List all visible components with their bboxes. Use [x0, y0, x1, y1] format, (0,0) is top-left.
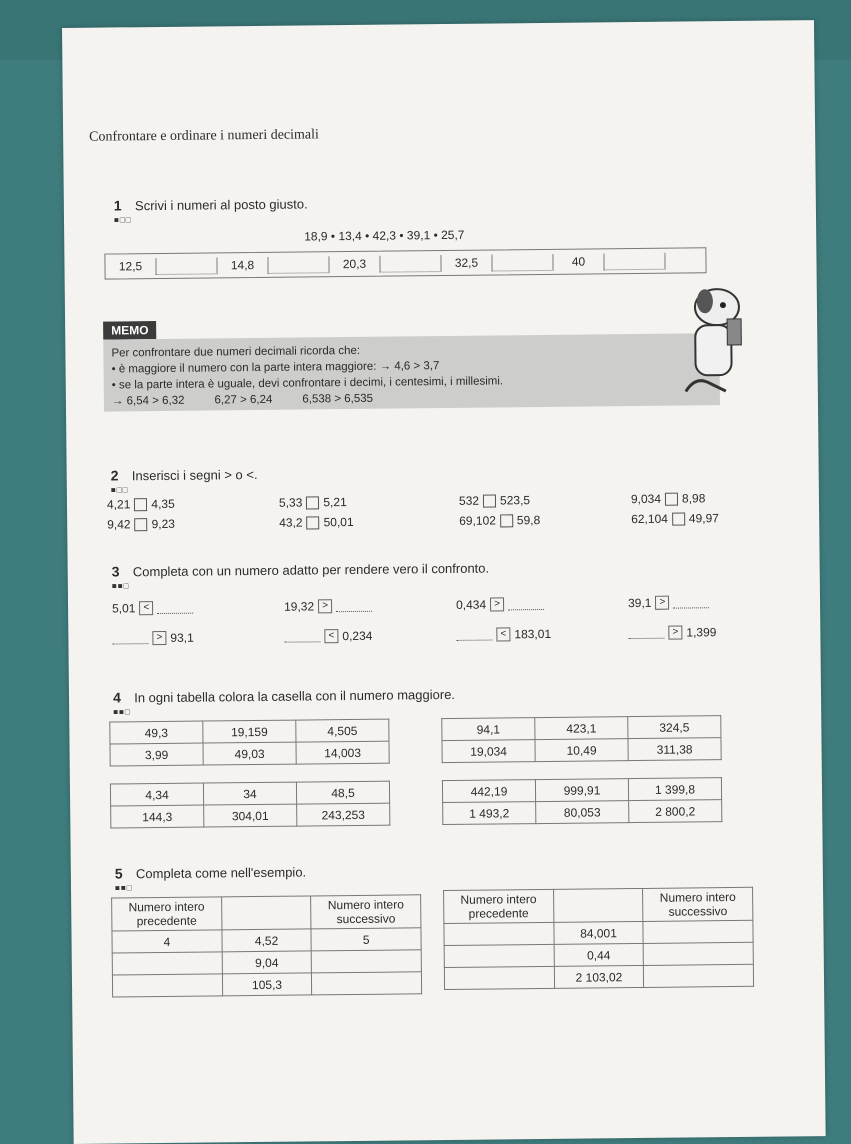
table-cell[interactable]: 324,5 — [628, 716, 721, 739]
table-cell[interactable] — [444, 922, 554, 945]
number: 5,01 — [112, 601, 136, 616]
answer-box[interactable] — [500, 514, 513, 527]
table-cell[interactable] — [643, 942, 753, 965]
answer-blank[interactable] — [673, 597, 709, 608]
memo-line: • è maggiore il numero con la parte intera maggiore: → 4,6 > 3,7 — [111, 360, 440, 376]
table-cell[interactable]: 442,19 — [442, 780, 535, 803]
comparison-sign: > — [655, 596, 669, 610]
answer-box[interactable] — [134, 518, 147, 531]
number: 1,399 — [686, 625, 717, 640]
comparison-sign: > — [668, 626, 682, 640]
exercise-number: 4 — [112, 689, 121, 706]
worksheet-page — [62, 20, 826, 1144]
exercise-title: Scrivi i numeri al posto giusto. — [134, 196, 308, 214]
exercise-5-header — [115, 863, 307, 892]
blank-slot[interactable] — [379, 255, 441, 273]
table-cell[interactable] — [444, 966, 554, 989]
table-cell[interactable]: 49,3 — [110, 721, 203, 744]
table-cell[interactable] — [643, 920, 753, 943]
number: 8,98 — [681, 491, 706, 506]
table-cell[interactable]: 2 800,2 — [629, 800, 722, 823]
number: 4,35 — [151, 496, 175, 512]
answer-blank[interactable] — [336, 600, 372, 611]
answer-box[interactable] — [134, 498, 147, 511]
table-cell[interactable]: 94,1 — [442, 718, 535, 741]
memo-example: 6,538 > 6,535 — [302, 392, 374, 406]
exercise-2-header — [111, 466, 258, 495]
number-table — [110, 781, 390, 829]
number: 49,97 — [688, 511, 719, 526]
number: 523,5 — [499, 493, 531, 508]
exercise-title: Inserisci i segni > o <. — [131, 466, 258, 484]
number: 9,034 — [630, 491, 662, 507]
table-cell[interactable]: 304,01 — [204, 804, 297, 827]
exercise-number: 3 — [111, 563, 120, 580]
answer-box[interactable] — [665, 492, 678, 505]
number: 39,1 — [627, 595, 652, 611]
difficulty-dots: ■□□ — [113, 215, 132, 225]
table-cell[interactable]: 4,505 — [296, 719, 389, 742]
number-line-box — [104, 247, 706, 279]
table-cell[interactable]: 34 — [203, 782, 296, 805]
fixed-number: 40 — [571, 254, 586, 269]
number-sequence: 18,9 • 13,4 • 42,3 • 39,1 • 25,7 — [304, 227, 465, 244]
table-cell[interactable]: 243,253 — [297, 803, 390, 826]
blank-slot[interactable] — [603, 252, 665, 270]
number: 532 — [458, 493, 480, 508]
table-cell[interactable]: 48,5 — [296, 781, 389, 804]
exercise-1-header — [114, 195, 308, 224]
answer-box[interactable] — [672, 512, 685, 525]
answer-box[interactable] — [306, 496, 319, 509]
memo-example: 6,27 > 6,24 — [214, 393, 273, 407]
number: 93,1 — [170, 630, 194, 645]
exercise-3-grid — [112, 594, 800, 645]
number: 43,2 — [279, 515, 303, 530]
answer-blank[interactable] — [112, 633, 148, 644]
table-cell[interactable] — [311, 950, 421, 973]
difficulty-dots: ■■□ — [111, 581, 130, 591]
column-header: Numero intero successivo — [311, 895, 421, 929]
fixed-number: 12,5 — [118, 259, 143, 274]
table-cell[interactable]: 1 493,2 — [443, 802, 536, 825]
table-cell[interactable]: 5 — [311, 928, 421, 951]
answer-box[interactable] — [306, 516, 319, 529]
integer-neighbors-table — [443, 887, 754, 990]
difficulty-dots: ■■□ — [113, 707, 131, 717]
blank-slot[interactable] — [267, 256, 329, 274]
table-cell[interactable]: 14,003 — [296, 741, 389, 764]
memo-tag: MEMO — [103, 321, 157, 340]
number-table — [109, 719, 389, 767]
table-cell: 84,001 — [554, 921, 644, 944]
exercise-number: 2 — [110, 467, 119, 484]
table-cell[interactable] — [312, 972, 422, 995]
table-cell[interactable]: 4,34 — [110, 783, 203, 806]
exercise-2-grid — [107, 490, 803, 531]
table-cell[interactable]: 4 — [112, 930, 222, 953]
comparison-sign: < — [496, 627, 510, 641]
memo-example: → 6,54 > 6,32 — [111, 394, 185, 408]
table-cell[interactable]: 19,159 — [203, 720, 296, 743]
answer-blank[interactable] — [284, 631, 320, 642]
number: 50,01 — [323, 514, 354, 530]
number: 19,32 — [283, 599, 315, 614]
table-cell[interactable]: 423,1 — [535, 717, 628, 740]
comparison-sign: < — [324, 629, 338, 643]
memo-box — [103, 333, 720, 411]
comparison-sign: > — [152, 631, 166, 645]
cartoon-dog-illustration — [665, 279, 756, 400]
column-header: Numero intero precedente — [112, 897, 222, 931]
number: 5,33 — [278, 495, 303, 510]
memo-line: Per confrontare due numeri decimali ricorda che: — [111, 344, 361, 360]
column-header: Numero intero precedente — [444, 889, 554, 923]
exercise-3-header — [112, 560, 490, 591]
exercise-title: Completa come nell'esempio. — [135, 864, 307, 882]
table-cell[interactable]: 49,03 — [203, 742, 296, 765]
exercise-title: In ogni tabella colora la casella con il numero maggiore. — [134, 686, 456, 706]
integer-neighbors-table — [111, 894, 422, 997]
comparison-sign: < — [139, 601, 153, 615]
answer-blank[interactable] — [628, 627, 664, 638]
blank-slot[interactable] — [491, 253, 553, 271]
answer-blank[interactable] — [157, 602, 193, 613]
difficulty-dots: ■□□ — [110, 485, 129, 495]
table-cell[interactable] — [644, 964, 754, 987]
column-header: Numero intero successivo — [643, 887, 753, 921]
number: 9,23 — [151, 516, 175, 532]
number: 4,21 — [106, 497, 131, 512]
exercise-number: 1 — [113, 197, 122, 214]
exercise-title: Completa con un numero adatto per rendere vero il confronto. — [132, 560, 490, 580]
table-cell[interactable] — [444, 944, 554, 967]
comparison-sign: > — [318, 599, 332, 613]
number: 62,104 — [631, 511, 668, 527]
exercise-4-header — [113, 686, 455, 717]
fixed-number: 14,8 — [230, 258, 255, 273]
page-title: Confrontare e ordinare i numeri decimali — [89, 127, 319, 145]
table-cell: 9,04 — [222, 951, 312, 974]
number-table — [442, 777, 722, 825]
table-cell[interactable]: 1 399,8 — [628, 778, 721, 801]
number: 5,21 — [323, 495, 347, 510]
memo-line: • se la parte intera è uguale, devi confrontare i decimi, i centesimi, i millesimi. — [111, 375, 504, 392]
table-cell: 2 103,02 — [554, 965, 644, 988]
exercise-number: 5 — [114, 865, 123, 882]
fixed-number: 20,3 — [342, 256, 367, 272]
number: 0,234 — [342, 628, 373, 644]
table-cell[interactable]: 999,91 — [535, 779, 628, 802]
number: 183,01 — [514, 626, 552, 642]
table-cell: 105,3 — [222, 973, 312, 996]
table-cell[interactable]: 144,3 — [111, 805, 204, 828]
column-header — [221, 896, 311, 930]
answer-blank[interactable] — [508, 598, 544, 609]
number: 0,434 — [455, 597, 487, 612]
table-cell[interactable]: 3,99 — [110, 743, 203, 766]
table-cell[interactable] — [112, 974, 222, 997]
table-cell[interactable]: 10,49 — [535, 739, 628, 762]
table-cell: 4,52 — [222, 929, 312, 952]
difficulty-dots: ■■□ — [114, 883, 133, 893]
comparison-sign: > — [490, 597, 504, 611]
table-cell[interactable]: 19,034 — [442, 740, 535, 763]
answer-box[interactable] — [483, 494, 496, 507]
blank-slot[interactable] — [155, 257, 217, 275]
fixed-number: 32,5 — [454, 255, 479, 270]
column-header — [553, 888, 643, 922]
number: 9,42 — [107, 517, 131, 532]
number: 69,102 — [459, 513, 496, 528]
number-table — [441, 715, 721, 763]
answer-blank[interactable] — [456, 629, 492, 640]
number: 59,8 — [516, 513, 541, 528]
table-cell[interactable] — [112, 952, 222, 975]
table-cell[interactable]: 311,38 — [628, 738, 721, 761]
table-cell[interactable]: 80,053 — [536, 801, 629, 824]
table-cell: 0,44 — [554, 943, 644, 966]
